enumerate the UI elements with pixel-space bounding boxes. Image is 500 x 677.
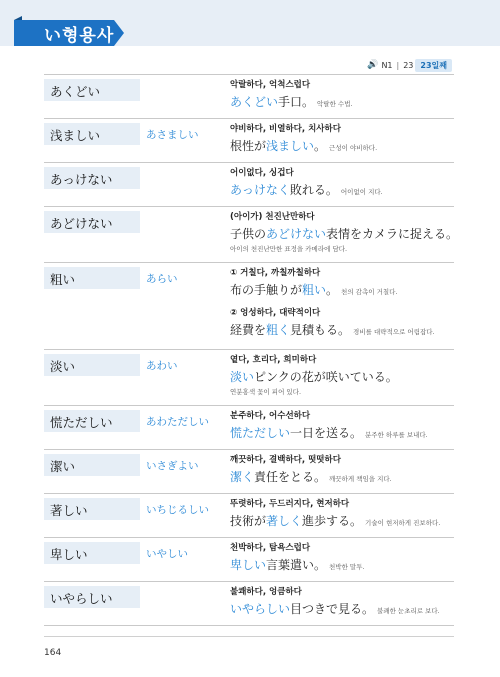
headword: 浅ましい	[50, 128, 101, 143]
example-text: 。	[314, 139, 327, 153]
headword: 淡い	[50, 359, 76, 374]
entry-content	[230, 267, 454, 340]
translation: 기술이 현저하게 진보하다.	[365, 519, 441, 527]
lesson-meta: 🔊 N1 | 23 23일째	[367, 58, 452, 72]
word-cell	[44, 211, 140, 233]
translation: 아이의 천진난만한 표정을 카메라에 담다.	[230, 245, 348, 253]
meaning: 천박하다, 탐욕스럽다	[230, 543, 311, 553]
headword: あくどい	[50, 84, 101, 99]
example-sentence	[230, 467, 454, 487]
meaning: 옅다, 흐리다, 희미하다	[230, 355, 317, 365]
example-sentence	[230, 92, 454, 112]
level-label: N1	[381, 60, 393, 70]
highlighted-word: あどけない	[266, 227, 327, 241]
word-cell	[44, 542, 140, 564]
footer-divider	[44, 636, 454, 637]
example-sentence	[230, 599, 454, 619]
highlighted-word: いやらしい	[230, 602, 291, 616]
headword: 慌ただしい	[50, 415, 113, 430]
reading: あわい	[146, 360, 178, 372]
reading: あわただしい	[146, 416, 209, 428]
highlighted-word: 慌ただしい	[230, 426, 291, 440]
highlighted-word: 粗い	[302, 283, 327, 297]
example-text: 敗れる。	[289, 183, 338, 197]
vocab-entry	[44, 582, 454, 626]
entry-content	[230, 586, 454, 619]
highlighted-word: 浅ましい	[266, 139, 315, 153]
highlighted-word: 潔く	[230, 470, 255, 484]
translation: 근성이 야비하다.	[329, 144, 378, 152]
word-cell	[44, 79, 140, 101]
vocab-entry	[44, 163, 454, 207]
example-sentence	[230, 136, 454, 156]
reading: あさましい	[146, 129, 199, 141]
highlighted-word: あくどい	[230, 95, 279, 109]
entry-content	[230, 354, 454, 398]
example-sentence	[230, 320, 454, 340]
headword: いやらしい	[50, 591, 113, 606]
example-sentence	[230, 367, 454, 387]
page-number: 164	[44, 648, 62, 658]
word-cell	[44, 410, 140, 432]
section-ribbon	[14, 16, 126, 50]
entry-content	[230, 454, 454, 487]
vocab-list	[44, 74, 459, 626]
headword: あどけない	[50, 216, 113, 231]
example-text: 一日を送る。	[290, 426, 363, 440]
example-text: 。	[326, 283, 339, 297]
reading: いさぎよい	[146, 460, 199, 472]
vocab-entry	[44, 538, 454, 582]
reading: いちじるしい	[146, 504, 209, 516]
translation: 경비를 대략적으로 어림잡다.	[353, 328, 435, 336]
meaning: ① 거칠다, 까칠까칠하다	[230, 268, 321, 278]
vocab-entry	[44, 119, 454, 163]
example-text: 根性が	[230, 139, 267, 153]
example-sentence	[230, 224, 459, 244]
meaning: 분주하다, 어수선하다	[230, 411, 311, 421]
highlighted-word: 著しく	[266, 514, 303, 528]
translation: 깨끗하게 책임을 지다.	[329, 475, 392, 483]
example-text: 表情をカメラに捉える。	[326, 227, 459, 241]
translation: 어이없이 지다.	[340, 188, 383, 196]
example-sentence	[230, 180, 454, 200]
highlighted-word: 淡い	[230, 370, 255, 384]
vocab-entry	[44, 494, 454, 538]
speaker-icon[interactable]: 🔊	[367, 60, 379, 70]
meaning: 야비하다, 비열하다, 치사하다	[230, 124, 341, 134]
headword: 潔い	[50, 459, 76, 474]
word-cell	[44, 354, 140, 376]
example-text: 目つきで見る。	[290, 602, 375, 616]
word-cell	[44, 123, 140, 145]
example-text: 手口。	[278, 95, 315, 109]
reading: あらい	[146, 273, 178, 285]
example-text: 見積もる。	[290, 323, 351, 337]
translation: 천박한 말투.	[329, 563, 365, 571]
entry-content	[230, 410, 454, 443]
word-cell	[44, 267, 140, 289]
vocab-entry	[44, 406, 454, 450]
vocab-entry	[44, 350, 454, 406]
vocab-entry	[44, 450, 454, 494]
example-sentence	[230, 511, 454, 531]
translation: 천의 감촉이 거칠다.	[341, 288, 398, 296]
day-badge: 23일째	[415, 59, 452, 72]
example-sentence	[230, 555, 454, 575]
meaning: ② 엉성하다, 대략적이다	[230, 308, 321, 318]
word-cell	[44, 454, 140, 476]
entry-content	[230, 79, 454, 112]
word-cell	[44, 167, 140, 189]
page-ref: 23	[403, 60, 414, 70]
meaning: 불쾌하다, 엉큼하다	[230, 587, 302, 597]
translation: 불쾌한 눈초리로 보다.	[377, 607, 440, 615]
meaning: 악랄하다, 억척스럽다	[230, 80, 311, 90]
example-text: 技術が	[230, 514, 267, 528]
entry-content	[230, 167, 454, 200]
reading: いやしい	[146, 548, 188, 560]
translation: 연분홍색 꽃이 피어 있다.	[230, 388, 302, 396]
vocab-entry	[44, 74, 454, 119]
example-text: ピンクの花が咲いている。	[254, 370, 398, 384]
meaning: 깨끗하다, 결백하다, 떳떳하다	[230, 455, 341, 465]
headword: 著しい	[50, 503, 88, 518]
example-text: 子供の	[230, 227, 267, 241]
entry-content	[230, 123, 454, 156]
word-cell	[44, 498, 140, 520]
translation: 분주한 하루를 보내다.	[365, 431, 428, 439]
translation: 악랄한 수법.	[317, 100, 353, 108]
headword: 卑しい	[50, 547, 88, 562]
example-sentence	[230, 280, 454, 300]
entry-content	[230, 498, 454, 531]
vocab-entry	[44, 207, 459, 263]
meaning: (아이가) 천진난만하다	[230, 212, 315, 222]
section-title: い형용사	[44, 26, 115, 46]
headword: あっけない	[50, 172, 113, 187]
vocab-entry	[44, 263, 454, 350]
example-text: 経費を	[230, 323, 267, 337]
highlighted-word: あっけなく	[230, 183, 290, 197]
entry-content	[230, 542, 454, 575]
example-text: 布の手触りが	[230, 283, 303, 297]
word-cell	[44, 586, 140, 608]
example-text: 言葉遣い。	[266, 558, 327, 572]
highlighted-word: 粗く	[266, 323, 291, 337]
headword: 粗い	[50, 272, 76, 287]
example-sentence	[230, 423, 454, 443]
highlighted-word: 卑しい	[230, 558, 267, 572]
example-text: 進歩する。	[302, 514, 363, 528]
meaning: 어이없다, 싱겁다	[230, 168, 294, 178]
entry-content	[230, 211, 459, 255]
example-text: 責任をとる。	[254, 470, 327, 484]
meaning: 뚜렷하다, 두드러지다, 현저하다	[230, 499, 350, 509]
